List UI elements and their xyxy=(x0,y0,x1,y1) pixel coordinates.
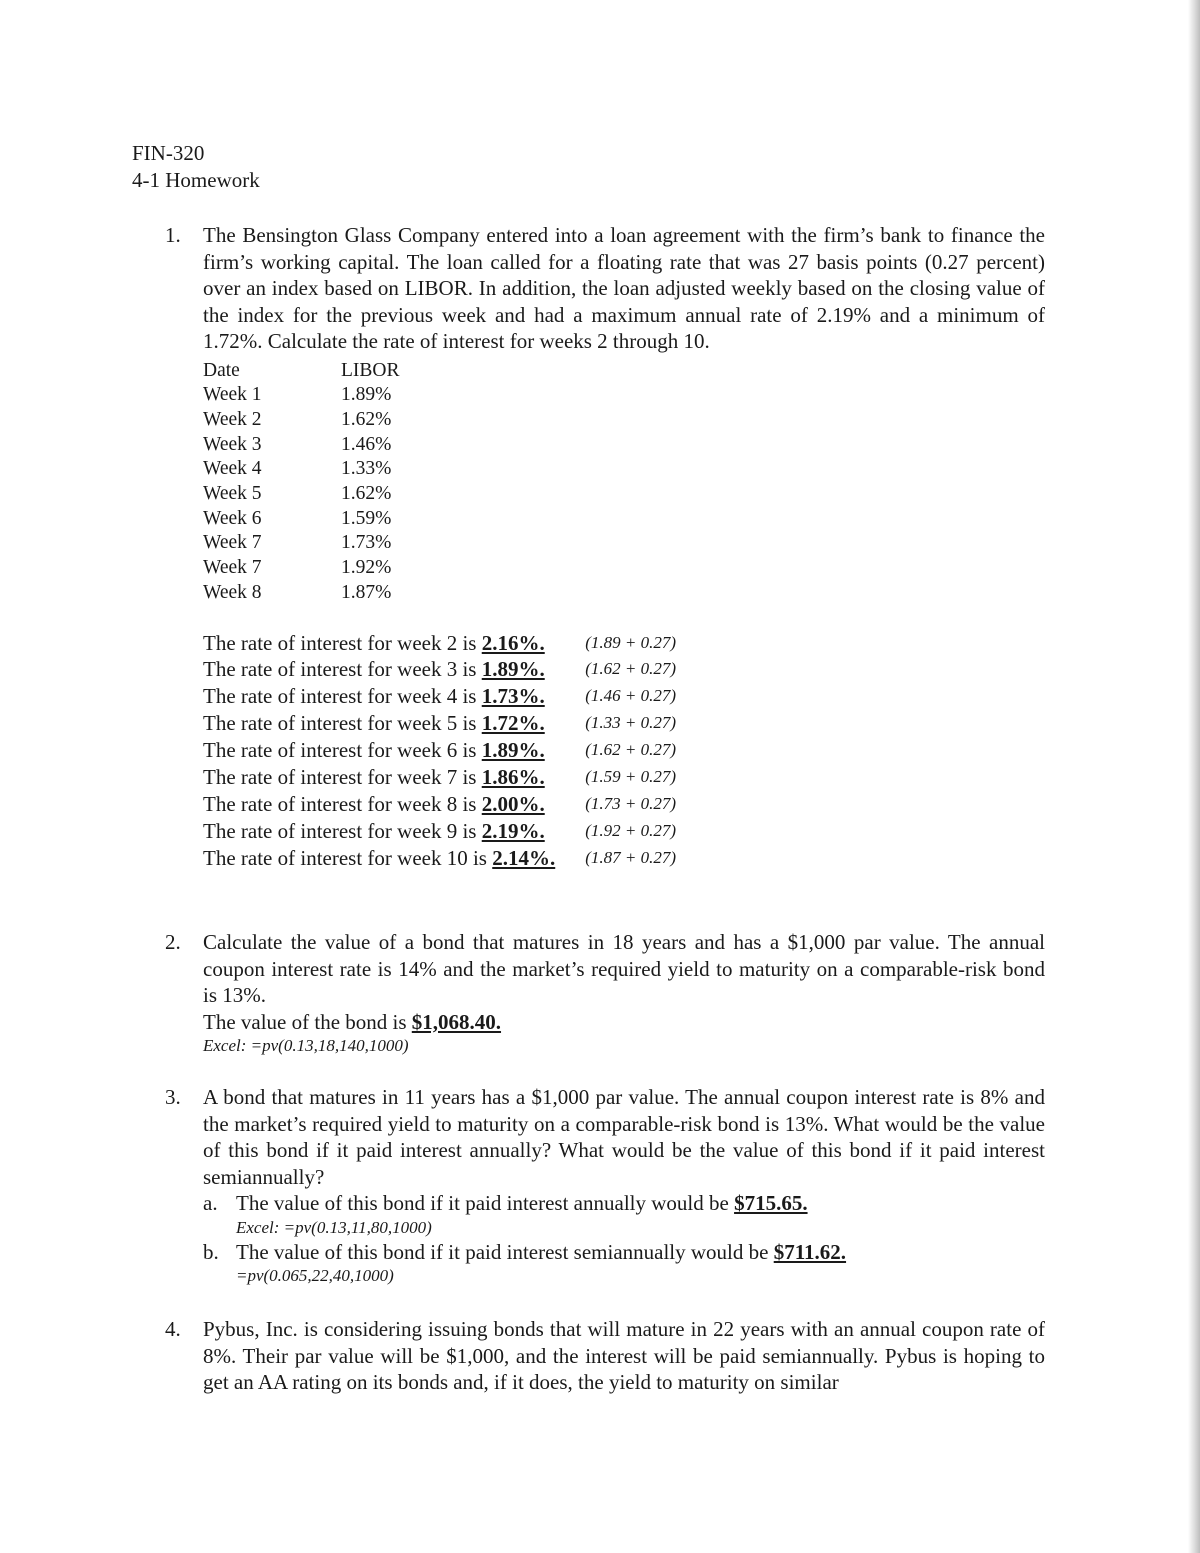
document-header xyxy=(132,140,260,194)
rate-statement: The rate of interest for week 3 is xyxy=(203,657,482,682)
excel-formula: Excel: =pv(0.13,11,80,1000) xyxy=(236,1217,432,1237)
question-4 xyxy=(165,1316,1045,1396)
answer-statement: The value of the bond is xyxy=(203,1009,412,1034)
question-text: A bond that matures in 11 years has a $1,000 par value. The annual coupon interest rate is 8% and the market’s required yield to maturity on a comparable-risk bond is 13%. What would be the value of this bond if it paid interest annually? What would be the value of this bond if it paid interest semiannually? xyxy=(203,1085,1045,1189)
rate-answer-row xyxy=(203,845,676,872)
rate-answer-row xyxy=(203,630,676,657)
question-number: 4. xyxy=(165,1317,181,1341)
answer-value: $715.65. xyxy=(734,1191,808,1215)
row-date: Week 7 xyxy=(203,532,262,554)
rate-value: 2.19%. xyxy=(481,818,545,843)
table-row xyxy=(203,507,400,532)
table-header-row xyxy=(203,359,400,384)
bond-value-answer xyxy=(203,1009,1045,1036)
rate-statement: The rate of interest for week 2 is xyxy=(203,630,482,655)
answer-statement: The value of this bond if it paid interest annually would be xyxy=(236,1191,735,1215)
rate-answer-row xyxy=(203,818,676,845)
rate-value: 2.16%. xyxy=(481,630,545,655)
table-row xyxy=(203,556,400,581)
rate-calculation: (1.62 + 0.27) xyxy=(585,740,677,760)
row-date: Week 6 xyxy=(203,507,262,529)
rate-calculation: (1.59 + 0.27) xyxy=(585,767,677,787)
assignment-title: 4-1 Homework xyxy=(132,168,260,192)
rate-value: 1.73%. xyxy=(481,684,545,709)
table-row xyxy=(203,408,400,433)
table-row xyxy=(203,433,400,458)
rate-value: 1.86%. xyxy=(481,765,545,790)
question-text: The Bensington Glass Company entered into a loan agreement with the firm’s bank to finance the firm’s working capital. The loan called for a floating rate that was 27 basis points (0.27 percent) over an index based on LIBOR. In addition, the loan adjusted weekly based on the closing value of the index for the previous week and had a maximum annual rate of 2.19% and a minimum of 1.72%. Calculate the rate of interest for weeks 2 through 10. xyxy=(203,223,1045,353)
question-number: 2. xyxy=(165,930,181,954)
question-text: Calculate the value of a bond that matures in 18 years and has a $1,000 par value. The annual coupon interest rate is 14% and the market’s required yield to maturity on a comparable-risk bond is 13%. xyxy=(203,930,1045,1007)
interest-rate-answers xyxy=(203,630,676,872)
question-3 xyxy=(165,1084,1045,1287)
rate-statement: The rate of interest for week 7 is xyxy=(203,765,482,790)
rate-statement: The rate of interest for week 6 is xyxy=(203,738,482,763)
row-date: Week 3 xyxy=(203,433,262,455)
row-libor: 1.33% xyxy=(341,458,392,480)
rate-answer-row xyxy=(203,656,676,683)
row-libor: 1.62% xyxy=(341,408,392,430)
row-date: Week 8 xyxy=(203,581,262,603)
rate-statement: The rate of interest for week 5 is xyxy=(203,711,482,736)
row-libor: 1.89% xyxy=(341,384,392,406)
answer-value: $711.62. xyxy=(773,1239,847,1264)
rate-answer-row xyxy=(203,683,676,710)
sub-answer-a xyxy=(203,1190,1045,1239)
scan-edge-shadow xyxy=(1188,0,1200,1553)
rate-value: 2.00%. xyxy=(481,791,545,816)
row-date: Week 5 xyxy=(203,483,262,505)
rate-value: 1.89%. xyxy=(481,738,545,763)
rate-calculation: (1.46 + 0.27) xyxy=(585,686,677,706)
table-row xyxy=(203,383,400,408)
table-row xyxy=(203,482,400,507)
excel-formula: Excel: =pv(0.13,18,140,1000) xyxy=(203,1036,409,1055)
question-number: 3. xyxy=(165,1085,181,1109)
rate-calculation: (1.87 + 0.27) xyxy=(585,847,677,867)
rate-value: 1.89%. xyxy=(481,657,545,682)
question-number: 1. xyxy=(165,223,181,247)
row-libor: 1.46% xyxy=(341,433,392,455)
table-row xyxy=(203,581,400,606)
answer-value: $1,068.40. xyxy=(411,1009,502,1034)
row-libor: 1.87% xyxy=(341,581,392,603)
row-libor: 1.62% xyxy=(341,483,392,505)
rate-calculation: (1.33 + 0.27) xyxy=(585,713,677,733)
rate-calculation: (1.62 + 0.27) xyxy=(585,659,677,679)
rate-answer-row xyxy=(203,791,676,818)
row-date: Week 4 xyxy=(203,458,262,480)
sub-answer-letter: a. xyxy=(203,1191,218,1215)
row-libor: 1.92% xyxy=(341,557,392,579)
course-code: FIN-320 xyxy=(132,141,205,165)
row-date: Week 1 xyxy=(203,384,262,406)
rate-statement: The rate of interest for week 9 is xyxy=(203,818,482,843)
answer-statement: The value of this bond if it paid interest semiannually would be xyxy=(236,1239,774,1264)
excel-formula: =pv(0.065,22,40,1000) xyxy=(236,1266,394,1285)
row-date: Week 7 xyxy=(203,557,262,579)
column-header-libor: LIBOR xyxy=(341,359,400,381)
question-1 xyxy=(165,222,1045,872)
table-row xyxy=(203,457,400,482)
rate-statement: The rate of interest for week 8 is xyxy=(203,791,482,816)
question-2 xyxy=(165,929,1045,1057)
question-text: Pybus, Inc. is considering issuing bonds that will mature in 22 years with an annual coupon rate of 8%. Their par value will be $1,000, and the interest will be paid semiannually. Pybus is hoping to get an AA rating on its bonds and, if it does, the yield to maturity on similar xyxy=(203,1317,1045,1394)
rate-answer-row xyxy=(203,764,676,791)
column-header-date: Date xyxy=(203,359,240,381)
rate-answer-row xyxy=(203,737,676,764)
row-libor: 1.73% xyxy=(341,532,392,554)
sub-answer-letter: b. xyxy=(203,1239,219,1264)
row-date: Week 2 xyxy=(203,408,262,430)
row-libor: 1.59% xyxy=(341,507,392,529)
libor-table xyxy=(203,359,400,606)
rate-answer-row xyxy=(203,710,676,737)
rate-statement: The rate of interest for week 4 is xyxy=(203,684,482,709)
rate-value: 1.72%. xyxy=(481,711,545,736)
rate-calculation: (1.92 + 0.27) xyxy=(585,820,677,840)
rate-value: 2.14%. xyxy=(492,845,556,870)
table-row xyxy=(203,531,400,556)
rate-calculation: (1.73 + 0.27) xyxy=(585,793,677,813)
rate-statement: The rate of interest for week 10 is xyxy=(203,845,493,870)
rate-calculation: (1.89 + 0.27) xyxy=(585,632,677,652)
sub-answer-b xyxy=(203,1239,1045,1288)
